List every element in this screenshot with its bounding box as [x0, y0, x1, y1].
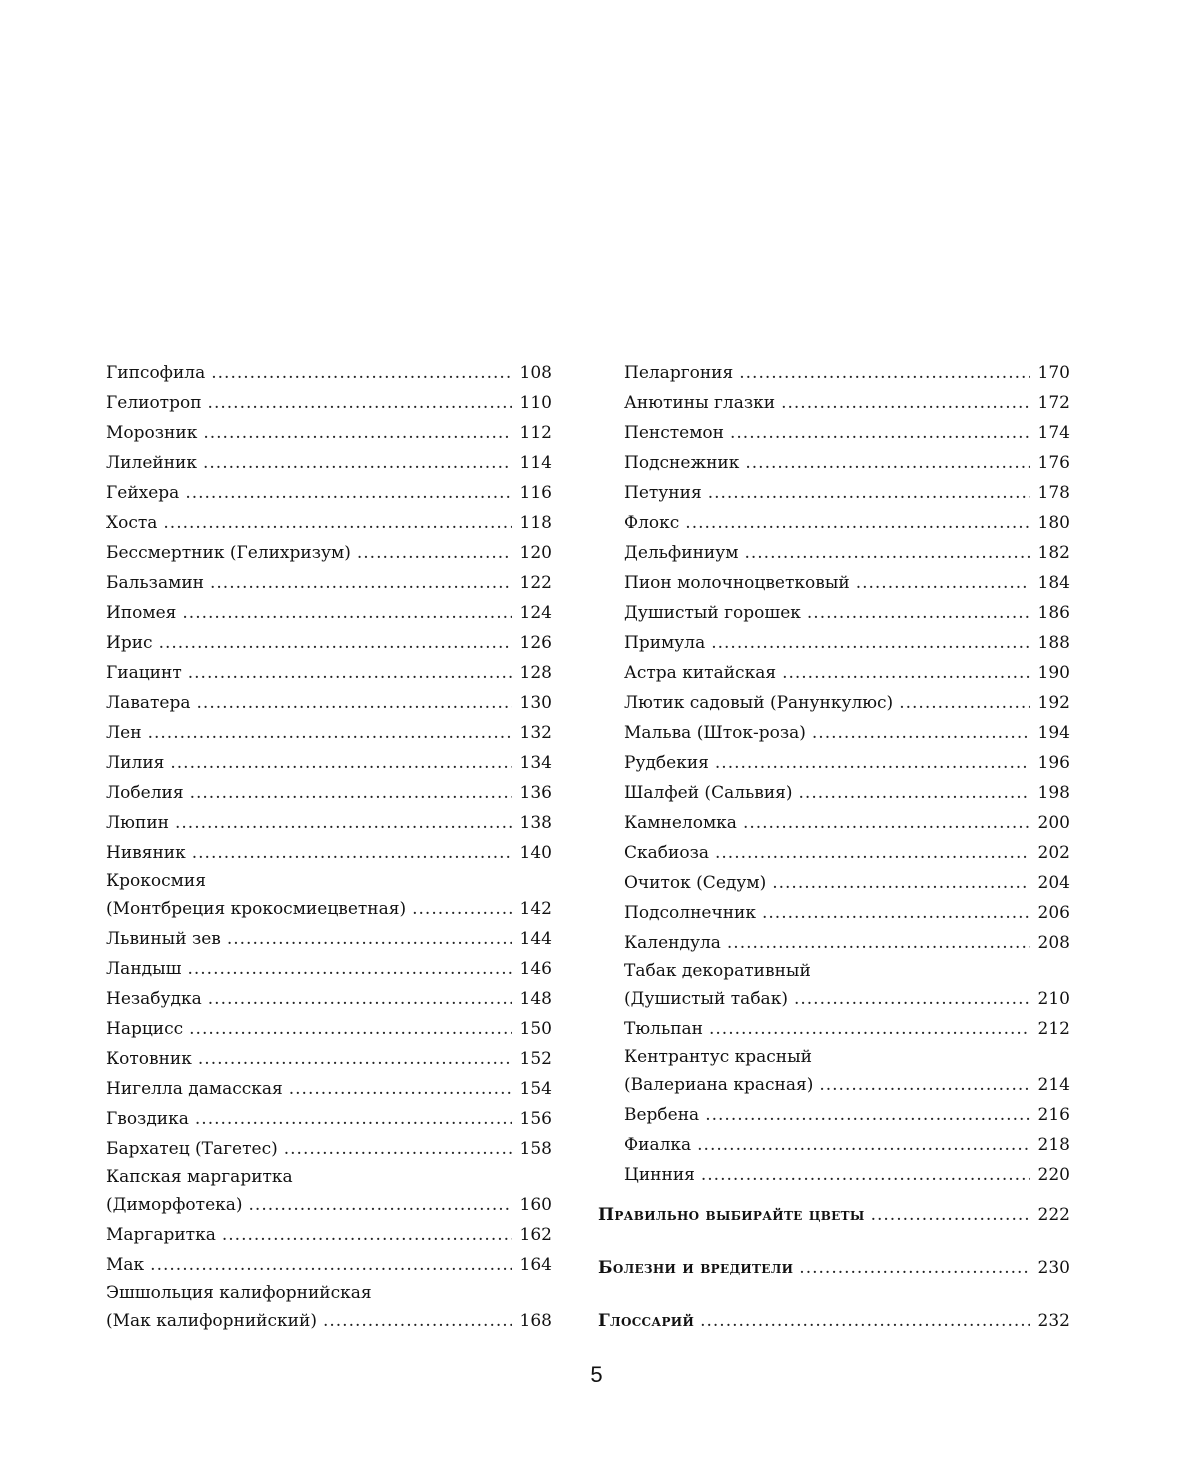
- entry-title: Лилейник: [106, 453, 197, 473]
- dot-leader: [190, 778, 512, 808]
- entry-title: Фиалка: [624, 1135, 692, 1155]
- toc-section-entry[interactable]: [598, 1306, 1070, 1336]
- toc-entry[interactable]: [106, 688, 552, 718]
- entry-page-number: 214: [1037, 1075, 1070, 1095]
- entry-page-number: 130: [519, 693, 552, 713]
- entry-title: Рудбекия: [624, 753, 709, 773]
- entry-page-number: 156: [519, 1109, 552, 1129]
- section-title: Правильно выбирайте цветы: [598, 1205, 865, 1225]
- entry-title: Гипсофила: [106, 363, 206, 383]
- section-title: Глоссарий: [598, 1311, 695, 1331]
- toc-entry[interactable]: [624, 718, 1070, 748]
- dot-leader: [700, 1306, 1030, 1336]
- toc-entry[interactable]: [624, 508, 1070, 538]
- entry-page-number: 108: [519, 363, 552, 383]
- dot-leader: [772, 868, 1030, 898]
- entry-page-number: 118: [519, 513, 552, 533]
- toc-entry[interactable]: [106, 1134, 552, 1164]
- entry-page-number: 114: [519, 453, 552, 473]
- dot-leader: [715, 838, 1030, 868]
- entry-page-number: 196: [1037, 753, 1070, 773]
- toc-entry[interactable]: [624, 928, 1070, 958]
- toc-entry[interactable]: [106, 808, 552, 838]
- entry-title: Котовник: [106, 1049, 192, 1069]
- entry-page-number: 216: [1037, 1105, 1070, 1125]
- entry-page-number: 202: [1037, 843, 1070, 863]
- entry-page-number: 158: [519, 1139, 552, 1159]
- entry-page-number: 164: [519, 1255, 552, 1275]
- dot-leader: [189, 1014, 512, 1044]
- entry-title: Очиток (Седум): [624, 873, 767, 893]
- toc-entry[interactable]: [106, 658, 552, 688]
- entry-title: Флокс: [624, 513, 680, 533]
- entry-page-number: 170: [1037, 363, 1070, 383]
- entry-title: Бархатец (Тагетес): [106, 1139, 278, 1159]
- entry-page-number: 212: [1037, 1019, 1070, 1039]
- entry-page-number: 122: [519, 573, 552, 593]
- dot-leader: [150, 1250, 512, 1280]
- entry-page-number: 176: [1037, 453, 1070, 473]
- toc-entry[interactable]: [624, 778, 1070, 808]
- entry-title-line1: Табак декоративный: [624, 961, 811, 981]
- section-title: Болезни и вредители: [598, 1258, 794, 1278]
- entry-title: Бессмертник (Гелихризум): [106, 543, 351, 563]
- entry-page-number: 160: [519, 1195, 552, 1215]
- toc-entry[interactable]: [106, 448, 552, 478]
- toc-entry[interactable]: [624, 748, 1070, 778]
- entry-title: Гелиотроп: [106, 393, 202, 413]
- entry-title: Маргаритка: [106, 1225, 216, 1245]
- dot-leader: [819, 1070, 1030, 1100]
- dot-leader: [412, 894, 512, 924]
- toc-entry[interactable]: [106, 838, 552, 868]
- entry-title: Лютик садовый (Ранункулюс): [624, 693, 894, 713]
- toc-entry[interactable]: [624, 598, 1070, 628]
- dot-leader: [357, 538, 512, 568]
- entry-title: Астра китайская: [624, 663, 777, 683]
- toc-entry[interactable]: [624, 538, 1070, 568]
- dot-leader: [781, 388, 1030, 418]
- entry-title-line1: Крокосмия: [106, 871, 206, 891]
- entry-title: Нигелла дамасская: [106, 1079, 283, 1099]
- dot-leader: [208, 388, 512, 418]
- entry-page-number: 140: [519, 843, 552, 863]
- entry-page-number: 146: [519, 959, 552, 979]
- toc-entry[interactable]: [624, 658, 1070, 688]
- entry-title: Дельфиниум: [624, 543, 739, 563]
- entry-title: Примула: [624, 633, 706, 653]
- entry-title: Бальзамин: [106, 573, 204, 593]
- toc-entry[interactable]: [624, 1044, 1070, 1100]
- dot-leader: [743, 808, 1030, 838]
- toc-entry[interactable]: [106, 478, 552, 508]
- dot-leader: [745, 448, 1030, 478]
- entry-page-number: 174: [1037, 423, 1070, 443]
- entry-title: Подсолнечник: [624, 903, 756, 923]
- toc-entry[interactable]: [106, 628, 552, 658]
- toc-entry[interactable]: [106, 598, 552, 628]
- entry-page-number: 148: [519, 989, 552, 1009]
- entry-title: Пеларгония: [624, 363, 734, 383]
- entry-page-number: 144: [519, 929, 552, 949]
- entry-title: Душистый горошек: [624, 603, 801, 623]
- dot-leader: [175, 808, 512, 838]
- entry-page-number: 150: [519, 1019, 552, 1039]
- entry-title: Лен: [106, 723, 142, 743]
- toc-entry[interactable]: [106, 1044, 552, 1074]
- dot-leader: [208, 984, 512, 1014]
- entry-title: Цинния: [624, 1165, 695, 1185]
- toc-entry[interactable]: [624, 1130, 1070, 1160]
- entry-page-number: 132: [519, 723, 552, 743]
- dot-leader: [197, 688, 512, 718]
- dot-leader: [284, 1134, 512, 1164]
- entry-title: Львиный зев: [106, 929, 221, 949]
- toc-entry[interactable]: [106, 388, 552, 418]
- dot-leader: [203, 448, 512, 478]
- dot-leader: [701, 1160, 1030, 1190]
- entry-page-number: 168: [519, 1311, 552, 1331]
- dot-leader: [812, 718, 1030, 748]
- dot-leader: [799, 778, 1030, 808]
- entry-title: Вербена: [624, 1105, 700, 1125]
- entry-page-number: 120: [519, 543, 552, 563]
- entry-title: Скабиоза: [624, 843, 709, 863]
- dot-leader: [227, 924, 512, 954]
- dot-leader: [211, 358, 512, 388]
- toc-entry[interactable]: [106, 1280, 552, 1336]
- dot-leader: [709, 1014, 1030, 1044]
- dot-leader: [794, 984, 1030, 1014]
- entry-page-number: 138: [519, 813, 552, 833]
- section-page-number: 222: [1037, 1205, 1070, 1225]
- dot-leader: [705, 1100, 1030, 1130]
- entry-page-number: 142: [519, 899, 552, 919]
- entry-title: Пенстемон: [624, 423, 724, 443]
- section-page-number: 232: [1037, 1311, 1070, 1331]
- toc-entry[interactable]: [106, 508, 552, 538]
- dot-leader: [203, 418, 512, 448]
- entry-title: Пион молочноцветковый: [624, 573, 850, 593]
- entry-page-number: 200: [1037, 813, 1070, 833]
- entry-title: Нивяник: [106, 843, 186, 863]
- toc-entry[interactable]: [106, 1104, 552, 1134]
- entry-title: Шалфей (Сальвия): [624, 783, 793, 803]
- dot-leader: [182, 598, 512, 628]
- toc-entry[interactable]: [624, 418, 1070, 448]
- toc-entry[interactable]: [106, 1074, 552, 1104]
- toc-left-column: [106, 358, 552, 1336]
- toc-section-entry[interactable]: [598, 1200, 1070, 1230]
- entry-page-number: 190: [1037, 663, 1070, 683]
- toc-entry[interactable]: [106, 1220, 552, 1250]
- entry-title: Ирис: [106, 633, 153, 653]
- entry-page-number: 184: [1037, 573, 1070, 593]
- toc-entry[interactable]: [106, 568, 552, 598]
- toc-entry[interactable]: [106, 984, 552, 1014]
- entry-title: Мальва (Шток-роза): [624, 723, 806, 743]
- entry-title: Лаватера: [106, 693, 191, 713]
- entry-title: Петуния: [624, 483, 702, 503]
- toc-entry[interactable]: [106, 924, 552, 954]
- entry-page-number: 210: [1037, 989, 1070, 1009]
- dot-leader: [222, 1220, 512, 1250]
- entry-title-line1: Кентрантус красный: [624, 1047, 812, 1067]
- dot-leader: [697, 1130, 1030, 1160]
- toc-entry[interactable]: [624, 808, 1070, 838]
- entry-title: Мак: [106, 1255, 145, 1275]
- dot-leader: [739, 358, 1030, 388]
- dot-leader: [187, 954, 512, 984]
- toc-entry[interactable]: [624, 1100, 1070, 1130]
- entry-page-number: 220: [1037, 1165, 1070, 1185]
- entry-title: Лилия: [106, 753, 165, 773]
- dot-leader: [871, 1200, 1030, 1230]
- toc-entry[interactable]: [106, 954, 552, 984]
- toc-entry[interactable]: [624, 1160, 1070, 1190]
- dot-leader: [744, 538, 1030, 568]
- entry-title: Гейхера: [106, 483, 180, 503]
- entry-title: Ландыш: [106, 959, 182, 979]
- entry-page-number: 182: [1037, 543, 1070, 563]
- entry-title: Ипомея: [106, 603, 177, 623]
- entry-title: Гиацинт: [106, 663, 182, 683]
- entry-title: Люпин: [106, 813, 169, 833]
- entry-title: (Валериана красная): [624, 1075, 814, 1095]
- toc-entry[interactable]: [624, 628, 1070, 658]
- entry-page-number: 128: [519, 663, 552, 683]
- toc-entry[interactable]: [624, 688, 1070, 718]
- entry-page-number: 124: [519, 603, 552, 623]
- entry-title-line1: Эшшольция калифорнийская: [106, 1283, 372, 1303]
- entry-page-number: 180: [1037, 513, 1070, 533]
- entry-page-number: 162: [519, 1225, 552, 1245]
- entry-title: (Душистый табак): [624, 989, 788, 1009]
- toc-entry[interactable]: [106, 748, 552, 778]
- dot-leader: [163, 508, 512, 538]
- toc-entry[interactable]: [106, 1164, 552, 1220]
- dot-leader: [807, 598, 1030, 628]
- toc-entry[interactable]: [106, 538, 552, 568]
- entry-page-number: 178: [1037, 483, 1070, 503]
- page-number: 5: [590, 1362, 603, 1387]
- entry-title: Камнеломка: [624, 813, 737, 833]
- toc-entry[interactable]: [624, 478, 1070, 508]
- entry-title: Хоста: [106, 513, 158, 533]
- dot-leader: [899, 688, 1030, 718]
- entry-title: Календула: [624, 933, 721, 953]
- entry-page-number: 198: [1037, 783, 1070, 803]
- entry-page-number: 112: [519, 423, 552, 443]
- toc-entry[interactable]: [624, 868, 1070, 898]
- entry-page-number: 152: [519, 1049, 552, 1069]
- entry-title: Незабудка: [106, 989, 202, 1009]
- entry-title: Анютины глазки: [624, 393, 776, 413]
- dot-leader: [323, 1306, 512, 1336]
- toc-entry[interactable]: [624, 838, 1070, 868]
- entry-page-number: 188: [1037, 633, 1070, 653]
- dot-leader: [188, 658, 512, 688]
- entry-title: (Монтбреция крокосмиецветная): [106, 899, 407, 919]
- toc-entry[interactable]: [624, 958, 1070, 1014]
- toc-entry[interactable]: [624, 568, 1070, 598]
- entry-title: (Диморфотека): [106, 1195, 243, 1215]
- dot-leader: [782, 658, 1030, 688]
- entry-page-number: 186: [1037, 603, 1070, 623]
- dot-leader: [159, 628, 512, 658]
- section-page-number: 230: [1037, 1258, 1070, 1278]
- entry-page-number: 208: [1037, 933, 1070, 953]
- dot-leader: [210, 568, 512, 598]
- toc-entry[interactable]: [106, 1250, 552, 1280]
- entry-page-number: 116: [519, 483, 552, 503]
- dot-leader: [799, 1253, 1030, 1283]
- toc-right-column: [624, 358, 1070, 1190]
- toc-entry[interactable]: [106, 778, 552, 808]
- dot-leader: [856, 568, 1030, 598]
- dot-leader: [249, 1190, 512, 1220]
- toc-entry[interactable]: [624, 898, 1070, 928]
- dot-leader: [192, 838, 512, 868]
- entry-page-number: 110: [519, 393, 552, 413]
- entry-title: Тюльпан: [624, 1019, 703, 1039]
- dot-leader: [711, 628, 1030, 658]
- dot-leader: [730, 418, 1030, 448]
- entry-title-line1: Капская маргаритка: [106, 1167, 293, 1187]
- entry-title: Подснежник: [624, 453, 740, 473]
- entry-page-number: 192: [1037, 693, 1070, 713]
- entry-title: Лобелия: [106, 783, 184, 803]
- dot-leader: [289, 1074, 512, 1104]
- entry-page-number: 134: [519, 753, 552, 773]
- toc-entry[interactable]: [624, 1014, 1070, 1044]
- toc-section-entry[interactable]: [598, 1253, 1070, 1283]
- entry-page-number: 136: [519, 783, 552, 803]
- entry-page-number: 126: [519, 633, 552, 653]
- dot-leader: [195, 1104, 512, 1134]
- toc-entry[interactable]: [106, 1014, 552, 1044]
- dot-leader: [685, 508, 1030, 538]
- entry-page-number: 204: [1037, 873, 1070, 893]
- dot-leader: [148, 718, 512, 748]
- toc-entry[interactable]: [106, 358, 552, 388]
- toc-entry[interactable]: [106, 718, 552, 748]
- entry-title: (Мак калифорнийский): [106, 1311, 317, 1331]
- toc-entry[interactable]: [106, 418, 552, 448]
- entry-page-number: 172: [1037, 393, 1070, 413]
- entry-page-number: 206: [1037, 903, 1070, 923]
- toc-entry[interactable]: [106, 868, 552, 924]
- dot-leader: [715, 748, 1030, 778]
- dot-leader: [762, 898, 1030, 928]
- dot-leader: [170, 748, 512, 778]
- entry-page-number: 194: [1037, 723, 1070, 743]
- dot-leader: [727, 928, 1030, 958]
- dot-leader: [185, 478, 512, 508]
- entry-title: Морозник: [106, 423, 198, 443]
- entry-page-number: 154: [519, 1079, 552, 1099]
- toc-entry[interactable]: [624, 448, 1070, 478]
- entry-page-number: 218: [1037, 1135, 1070, 1155]
- toc-entry[interactable]: [624, 388, 1070, 418]
- entry-title: Нарцисс: [106, 1019, 184, 1039]
- entry-title: Гвоздика: [106, 1109, 189, 1129]
- dot-leader: [708, 478, 1030, 508]
- dot-leader: [198, 1044, 512, 1074]
- toc-entry[interactable]: [624, 358, 1070, 388]
